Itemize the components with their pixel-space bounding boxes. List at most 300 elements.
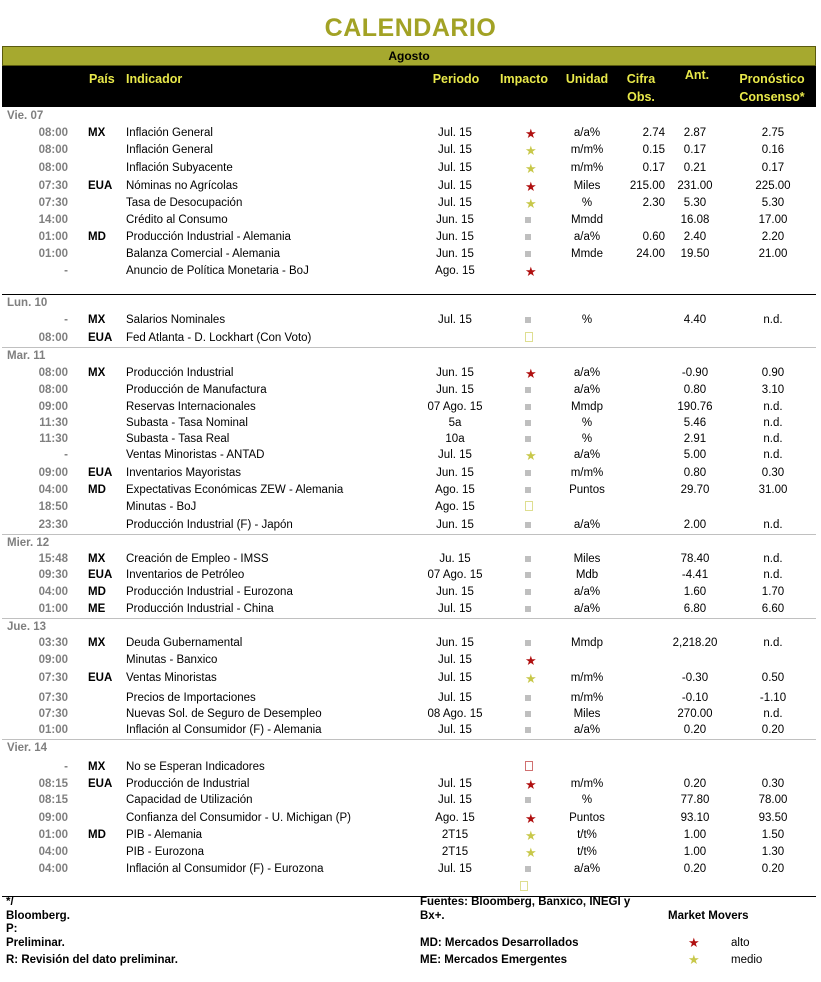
table-row [0, 501, 821, 518]
row-time: 09:00 [38, 401, 68, 413]
row-period: Jul. 15 [438, 672, 472, 684]
row-unit: m/m% [570, 467, 604, 479]
month-bar: Agosto [2, 46, 816, 66]
header-unidad: Unidad [565, 72, 609, 86]
row-forecast: n.d. [763, 569, 783, 581]
row-unit: m/m% [570, 778, 604, 790]
row-period: Jun. 15 [436, 214, 474, 226]
table-row [0, 692, 821, 709]
row-indicator: PIB - Eurozona [126, 846, 204, 858]
row-period: Jul. 15 [438, 144, 472, 156]
row-time: 08:00 [38, 384, 68, 396]
row-unit: a/a% [573, 384, 601, 396]
header-indicador: Indicador [126, 72, 183, 86]
row-country: MX [88, 314, 106, 326]
row-observed: 2.30 [642, 197, 665, 209]
row-country: MD [88, 484, 106, 496]
table-row [0, 794, 821, 811]
row-previous: 0.20 [683, 778, 707, 790]
row-period: Jun. 15 [436, 586, 474, 598]
row-time: 07:30 [38, 708, 68, 720]
row-previous: 6.80 [683, 603, 707, 615]
row-period: Jul. 15 [438, 180, 472, 192]
row-indicator: Deuda Gubernamental [126, 637, 243, 649]
row-time: 15:48 [38, 553, 68, 565]
row-indicator: Capacidad de Utilización [126, 794, 253, 806]
table-row: 08:00 Inflación General Jul. 15 m/m% 0.15 0.17 0.16 ★ [0, 144, 821, 161]
row-indicator: Inflación Subyacente [126, 162, 233, 174]
row-period: 07 Ago. 15 [427, 401, 483, 413]
row-unit: Miles [573, 553, 601, 565]
row-previous: 2.40 [683, 231, 707, 243]
row-indicator: Ventas Minoristas [126, 672, 217, 684]
row-time: 01:00 [38, 248, 68, 260]
row-unit: m/m% [570, 144, 604, 156]
row-period: Jul. 15 [438, 863, 472, 875]
day-label: Mier. 12 [7, 537, 50, 549]
row-forecast: 31.00 [758, 484, 788, 496]
row-observed: 24.00 [636, 248, 665, 260]
table-row [0, 401, 821, 418]
row-previous: 1.60 [683, 586, 707, 598]
row-period: Jun. 15 [436, 248, 474, 260]
row-previous: -0.30 [681, 672, 709, 684]
row-forecast: 225.00 [755, 180, 791, 192]
row-forecast: n.d. [763, 553, 783, 565]
day-label: Vier. 14 [7, 742, 48, 754]
row-time: 04:00 [38, 846, 68, 858]
header-consenso: Consenso* [739, 90, 805, 104]
table-row [0, 569, 821, 586]
row-time: 08:00 [38, 367, 68, 379]
footer-note-revision: R: Revisión del dato preliminar. [6, 954, 178, 966]
row-period: 5a [448, 417, 462, 429]
row-unit: t/t% [577, 829, 597, 841]
row-forecast: -1.10 [759, 692, 787, 704]
row-time: 01:00 [38, 724, 68, 736]
header-impacto: Impacto [500, 72, 548, 86]
row-period: Jul. 15 [438, 778, 472, 790]
row-indicator: Reservas Internacionales [126, 401, 256, 413]
row-period: 07 Ago. 15 [427, 569, 483, 581]
row-forecast: 21.00 [758, 248, 788, 260]
row-time: 18:50 [38, 501, 68, 513]
row-unit: a/a% [573, 449, 601, 461]
row-previous: 2,218.20 [672, 637, 718, 649]
row-indicator: Nóminas no Agrícolas [126, 180, 238, 192]
row-unit: % [581, 433, 593, 445]
row-forecast: n.d. [763, 519, 783, 531]
row-indicator: Expectativas Económicas ZEW - Alemania [126, 484, 344, 496]
row-indicator: Balanza Comercial - Alemania [126, 248, 281, 260]
row-indicator: Ventas Minoristas - ANTAD [126, 449, 265, 461]
row-country: MX [88, 761, 106, 773]
legend-medio-icon: ★ [688, 952, 700, 967]
table-row: 08:15 EUA Producción de Industrial Jul. 15 m/m% 0.20 0.30 ★ [0, 778, 821, 795]
row-previous: 5.30 [683, 197, 707, 209]
row-time: 14:00 [38, 214, 68, 226]
header-ant: Ant. [684, 68, 710, 82]
row-country: MD [88, 586, 106, 598]
table-row: 07:30 EUA Nóminas no Agrícolas Jul. 15 Miles 215.00 231.00 225.00 ★ [0, 180, 821, 197]
row-forecast: 0.20 [761, 863, 785, 875]
row-period: Jun. 15 [436, 637, 474, 649]
row-forecast: 1.30 [761, 846, 785, 858]
row-indicator: Inflación General [126, 127, 213, 139]
row-time: 23:30 [38, 519, 68, 531]
row-previous: 0.80 [683, 467, 707, 479]
footer-note-bloomberg: Bloomberg. [6, 910, 70, 922]
row-previous: 2.00 [683, 519, 707, 531]
row-country: EUA [88, 332, 113, 344]
impact-empty-box-icon [520, 881, 528, 891]
row-indicator: Confianza del Consumidor - U. Michigan (P) [126, 812, 351, 824]
row-indicator: Inflación General [126, 144, 213, 156]
row-unit: Mmde [571, 248, 603, 260]
row-previous: 270.00 [677, 708, 713, 720]
row-unit: Mdb [575, 569, 599, 581]
footer-sources-2: Bx+. [420, 910, 445, 922]
row-unit: Mmdd [571, 214, 603, 226]
row-period: Jul. 15 [438, 314, 472, 326]
row-indicator: Anuncio de Política Monetaria - BoJ [126, 265, 309, 277]
row-indicator: PIB - Alemania [126, 829, 203, 841]
row-time: - [64, 265, 68, 277]
row-period: Jun. 15 [436, 519, 474, 531]
row-time: 07:30 [38, 180, 68, 192]
row-time: 09:00 [38, 654, 68, 666]
row-period: Jun. 15 [436, 367, 474, 379]
row-period: Jul. 15 [438, 692, 472, 704]
row-forecast: n.d. [763, 708, 783, 720]
footer-md: MD: Mercados Desarrollados [420, 937, 579, 949]
row-time: 07:30 [38, 672, 68, 684]
row-indicator: Producción Industrial - Alemania [126, 231, 291, 243]
day-divider [2, 347, 816, 348]
day-divider [2, 618, 816, 619]
page-title: CALENDARIO [324, 14, 497, 42]
row-country: EUA [88, 672, 113, 684]
row-time: 09:00 [38, 467, 68, 479]
row-period: 2T15 [441, 846, 469, 858]
row-forecast: 93.50 [758, 812, 788, 824]
header-periodo: Periodo [432, 72, 480, 86]
row-period: Jul. 15 [438, 449, 472, 461]
table-row: 08:00 MX Inflación General Jul. 15 a/a% 2.74 2.87 2.75 ★ [0, 127, 821, 144]
header-cifra: Cifra [626, 72, 656, 86]
table-row: 09:00 Minutas - Banxico Jul. 15 ★ [0, 654, 821, 671]
row-period: Jun. 15 [436, 384, 474, 396]
row-forecast: 0.90 [761, 367, 785, 379]
day-label: Lun. 10 [7, 297, 48, 309]
row-forecast: n.d. [763, 433, 783, 445]
footer-divider [2, 896, 816, 897]
row-unit: Miles [573, 180, 601, 192]
row-time: - [64, 314, 68, 326]
row-indicator: Inventarios Mayoristas [126, 467, 242, 479]
row-previous: -4.41 [681, 569, 709, 581]
row-forecast: 17.00 [758, 214, 788, 226]
row-country: MX [88, 367, 106, 379]
row-previous: 78.40 [680, 553, 710, 565]
row-indicator: Subasta - Tasa Nominal [126, 417, 248, 429]
row-country: EUA [88, 569, 113, 581]
row-period: Ago. 15 [435, 812, 475, 824]
row-observed: 0.15 [642, 144, 665, 156]
row-indicator: Tasa de Desocupación [126, 197, 243, 209]
row-forecast: 78.00 [758, 794, 788, 806]
table-row [0, 417, 821, 434]
row-time: 11:30 [39, 433, 68, 445]
row-time: 07:30 [38, 692, 68, 704]
row-previous: 29.70 [680, 484, 710, 496]
row-forecast: 0.16 [761, 144, 785, 156]
row-period: Jul. 15 [438, 127, 472, 139]
row-indicator: Producción Industrial [126, 367, 234, 379]
row-time: 01:00 [38, 231, 68, 243]
table-row: 07:30 Tasa de Desocupación Jul. 15 % 2.30 5.30 5.30 ★ [0, 197, 821, 214]
row-forecast: n.d. [763, 401, 783, 413]
row-previous: 16.08 [680, 214, 710, 226]
table-row [0, 231, 821, 248]
row-period: Jul. 15 [438, 794, 472, 806]
row-unit: a/a% [573, 127, 601, 139]
row-country: MD [88, 231, 106, 243]
row-previous: -0.90 [681, 367, 709, 379]
row-period: Jul. 15 [438, 197, 472, 209]
row-indicator: Subasta - Tasa Real [126, 433, 230, 445]
footer-note-preliminar: Preliminar. [6, 937, 65, 949]
row-forecast: 0.50 [761, 672, 785, 684]
row-unit: Mmdp [571, 637, 603, 649]
row-indicator: Producción de Manufactura [126, 384, 267, 396]
row-time: 03:30 [38, 637, 68, 649]
row-previous: -0.10 [681, 692, 709, 704]
row-unit: a/a% [573, 586, 601, 598]
row-forecast: n.d. [763, 314, 783, 326]
day-label: Vie. 07 [7, 110, 44, 122]
row-previous: 1.00 [683, 846, 707, 858]
row-previous: 190.76 [677, 401, 713, 413]
footer-me: ME: Mercados Emergentes [420, 954, 567, 966]
footer-note-p: P: [6, 923, 18, 935]
row-country: EUA [88, 778, 113, 790]
table-row [0, 863, 821, 880]
row-unit: Puntos [569, 484, 605, 496]
header-obs: Obs. [627, 90, 655, 104]
row-time: 09:30 [38, 569, 68, 581]
row-time: 08:00 [38, 162, 68, 174]
row-time: 08:00 [38, 332, 68, 344]
row-forecast: 3.10 [761, 384, 785, 396]
row-time: 08:15 [38, 794, 68, 806]
row-forecast: 6.60 [761, 603, 785, 615]
row-indicator: Crédito al Consumo [126, 214, 228, 226]
row-previous: 231.00 [677, 180, 713, 192]
row-unit: a/a% [573, 367, 601, 379]
row-country: EUA [88, 467, 113, 479]
table-row [0, 586, 821, 603]
row-unit: % [581, 197, 593, 209]
row-time: 07:30 [38, 197, 68, 209]
day-divider [2, 739, 816, 740]
row-unit: a/a% [573, 863, 601, 875]
row-unit: m/m% [570, 672, 604, 684]
row-unit: % [581, 417, 593, 429]
table-row [0, 484, 821, 501]
row-period: Jun. 15 [436, 231, 474, 243]
table-row: 04:00 PIB - Eurozona 2T15 t/t% 1.00 1.30 ★ [0, 846, 821, 863]
row-observed: 2.74 [642, 127, 665, 139]
row-time: 11:30 [39, 417, 68, 429]
row-unit: Mmdp [571, 401, 603, 413]
table-row [0, 637, 821, 654]
row-unit: % [581, 794, 593, 806]
row-time: 04:00 [38, 586, 68, 598]
row-period: Jul. 15 [438, 603, 472, 615]
table-row: 07:30 EUA Ventas Minoristas Jul. 15 m/m% -0.30 0.50 ★ [0, 672, 821, 689]
header-pais: País [89, 72, 115, 86]
row-time: 01:00 [38, 603, 68, 615]
row-indicator: Precios de Importaciones [126, 692, 256, 704]
row-unit: a/a% [573, 724, 601, 736]
legend-medio-label: medio [731, 954, 763, 966]
row-previous: 77.80 [680, 794, 710, 806]
row-previous: 93.10 [680, 812, 710, 824]
table-row: - Anuncio de Política Monetaria - BoJ Ago. 15 ★ [0, 265, 821, 282]
row-unit: m/m% [570, 692, 604, 704]
row-forecast: 0.30 [761, 467, 785, 479]
row-period: 2T15 [441, 829, 469, 841]
row-country: ME [88, 603, 106, 615]
footer-sources-1: Fuentes: Bloomberg, Banxico, INEGI y [420, 896, 631, 908]
row-indicator: Minutas - BoJ [126, 501, 197, 513]
row-period: Ju. 15 [439, 553, 471, 565]
row-previous: 0.20 [683, 863, 707, 875]
row-time: 08:15 [38, 778, 68, 790]
row-time: 04:00 [38, 863, 68, 875]
row-previous: 1.00 [683, 829, 707, 841]
table-row [0, 248, 821, 265]
row-unit: a/a% [573, 231, 601, 243]
row-previous: 2.87 [683, 127, 707, 139]
row-indicator: Creación de Empleo - IMSS [126, 553, 269, 565]
row-previous: 19.50 [680, 248, 710, 260]
row-country: MX [88, 127, 106, 139]
row-observed: 0.60 [642, 231, 665, 243]
row-forecast: 1.70 [761, 586, 785, 598]
row-forecast: 0.30 [761, 778, 785, 790]
table-row: - Ventas Minoristas - ANTAD Jul. 15 a/a% 5.00 n.d. ★ [0, 449, 821, 466]
row-unit: Puntos [569, 812, 605, 824]
row-unit: m/m% [570, 162, 604, 174]
row-time: 08:00 [38, 144, 68, 156]
row-country: MD [88, 829, 106, 841]
row-indicator: Inflación al Consumidor (F) - Eurozona [126, 863, 324, 875]
row-forecast: 2.20 [761, 231, 785, 243]
table-row [0, 314, 821, 331]
row-unit: Miles [573, 708, 601, 720]
day-divider [2, 534, 816, 535]
row-unit: t/t% [577, 846, 597, 858]
row-time: 04:00 [38, 484, 68, 496]
day-divider [2, 294, 816, 295]
row-previous: 0.20 [683, 724, 707, 736]
row-indicator: Nuevas Sol. de Seguro de Desempleo [126, 708, 322, 720]
row-country: MX [88, 637, 106, 649]
row-time: - [64, 449, 68, 461]
row-indicator: Producción Industrial - China [126, 603, 274, 615]
row-unit: a/a% [573, 603, 601, 615]
table-row [0, 708, 821, 725]
row-forecast: n.d. [763, 449, 783, 461]
day-label: Jue. 13 [7, 621, 46, 633]
row-time: 09:00 [38, 812, 68, 824]
row-forecast: 1.50 [761, 829, 785, 841]
row-indicator: Inflación al Consumidor (F) - Alemania [126, 724, 322, 736]
row-forecast: 0.20 [761, 724, 785, 736]
row-forecast: n.d. [763, 637, 783, 649]
table-row: 09:00 Confianza del Consumidor - U. Michigan (P) Ago. 15 Puntos 93.10 93.50 ★ [0, 812, 821, 829]
row-previous: 0.21 [683, 162, 707, 174]
row-period: Ago. 15 [435, 265, 475, 277]
table-header [2, 66, 816, 107]
row-previous: 2.91 [683, 433, 707, 445]
row-time: 01:00 [38, 829, 68, 841]
row-period: Ago. 15 [435, 501, 475, 513]
table-row [0, 433, 821, 450]
row-period: Jul. 15 [438, 162, 472, 174]
header-pronostico: Pronóstico [739, 72, 805, 86]
row-indicator: No se Esperan Indicadores [126, 761, 265, 773]
row-indicator: Producción de Industrial [126, 778, 250, 790]
table-row [0, 553, 821, 570]
row-forecast: 0.17 [761, 162, 785, 174]
row-observed: 215.00 [629, 180, 665, 192]
table-row: 08:00 Inflación Subyacente Jul. 15 m/m% 0.17 0.21 0.17 ★ [0, 162, 821, 179]
row-indicator: Producción Industrial (F) - Japón [126, 519, 293, 531]
table-row [0, 467, 821, 484]
row-period: Jul. 15 [438, 724, 472, 736]
row-previous: 0.17 [683, 144, 707, 156]
row-forecast: n.d. [763, 417, 783, 429]
row-period: 10a [445, 433, 465, 445]
row-country: EUA [88, 180, 113, 192]
table-row [0, 384, 821, 401]
row-forecast: 2.75 [761, 127, 785, 139]
row-unit: % [581, 314, 593, 326]
day-label: Mar. 11 [7, 350, 46, 362]
row-previous: 4.40 [683, 314, 707, 326]
row-period: Jun. 15 [436, 467, 474, 479]
legend-alto-label: alto [731, 937, 750, 949]
row-time: - [64, 761, 68, 773]
table-row [0, 214, 821, 231]
row-observed: 0.17 [642, 162, 665, 174]
row-period: 08 Ago. 15 [427, 708, 483, 720]
row-indicator: Salarios Nominales [126, 314, 226, 326]
row-forecast: 5.30 [761, 197, 785, 209]
row-time: 08:00 [38, 127, 68, 139]
row-period: Ago. 15 [435, 484, 475, 496]
row-unit: a/a% [573, 519, 601, 531]
row-indicator: Inventarios de Petróleo [126, 569, 245, 581]
row-previous: 5.00 [683, 449, 707, 461]
row-country: MX [88, 553, 106, 565]
row-previous: 0.80 [683, 384, 707, 396]
table-row: 08:00 MX Producción Industrial Jun. 15 a/a% -0.90 0.90 ★ [0, 367, 821, 384]
row-indicator: Producción Industrial - Eurozona [126, 586, 293, 598]
